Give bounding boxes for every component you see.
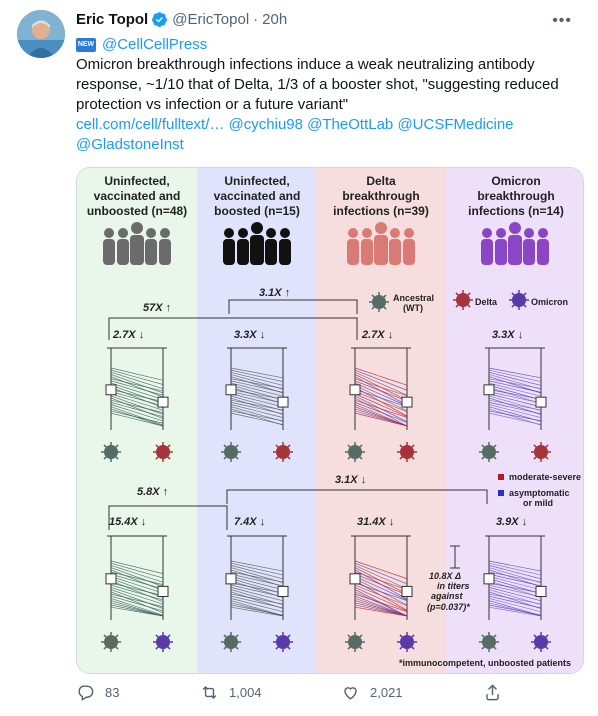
legend-ancestral: Ancestral (393, 293, 435, 303)
virus-icon (104, 635, 106, 637)
virus-icon (546, 647, 548, 649)
virus-icon (360, 445, 362, 447)
author-name[interactable]: Eric Topol (76, 10, 149, 28)
person-icon (404, 228, 414, 238)
plot-line (111, 561, 163, 574)
person-icon (265, 239, 277, 265)
virus-icon (224, 635, 238, 649)
fold-top-boosted: 3.3X ↓ (234, 329, 266, 341)
delta-virus-icon (468, 293, 470, 295)
virus-icon (400, 445, 402, 447)
compare-bottom-mid: 3.1X ↓ (335, 474, 367, 486)
virus-icon (168, 445, 170, 447)
virus-icon (546, 445, 548, 447)
ancestral-virus-icon (372, 307, 374, 309)
virus-icon (104, 635, 118, 649)
legend-delta: Delta (475, 297, 498, 307)
virus-icon (360, 635, 362, 637)
legend-omicron: Omicron (531, 297, 569, 307)
person-icon (361, 239, 373, 265)
virus-icon (276, 445, 290, 459)
delta-note-2: in titers (437, 581, 470, 591)
virus-icon (276, 635, 290, 649)
retweet-count: 1,004 (229, 685, 262, 700)
verified-icon (151, 11, 168, 28)
separator-dot: · (253, 10, 259, 28)
person-icon (537, 239, 549, 265)
virus-icon (534, 457, 536, 459)
ancestral-virus-icon (384, 295, 386, 297)
person-icon (118, 228, 128, 238)
virus-icon (288, 457, 290, 459)
legend-mild-swatch (498, 490, 504, 496)
person-icon (251, 222, 263, 234)
fold-top-unboosted: 2.7X ↓ (113, 329, 145, 341)
delta-virus-icon (456, 305, 458, 307)
box-plot (536, 397, 546, 407)
virus-icon (104, 445, 118, 459)
tweet-time[interactable]: 20h (262, 10, 288, 28)
virus-icon (412, 445, 414, 447)
virus-icon (348, 635, 362, 649)
virus-icon (236, 635, 238, 637)
tweet-image[interactable] (76, 167, 584, 674)
person-icon (266, 228, 276, 238)
virus-icon (348, 457, 350, 459)
omicron-virus-icon (512, 293, 514, 295)
virus-icon (116, 445, 118, 447)
virus-icon (482, 647, 484, 649)
delta-note-4: (p=0.037)* (427, 602, 470, 612)
virus-icon (236, 457, 238, 459)
like-count: 2,021 (370, 685, 403, 700)
fold-bottom-omicron: 3.9X ↓ (496, 516, 528, 528)
virus-icon (546, 457, 548, 459)
virus-icon (348, 635, 350, 637)
tweet-header (76, 8, 586, 30)
virus-icon (400, 457, 402, 459)
virus-icon (104, 457, 106, 459)
person-icon (103, 239, 115, 265)
virus-icon (224, 445, 226, 447)
person-icon (160, 228, 170, 238)
virus-icon (400, 635, 402, 637)
author-handle[interactable]: @EricTopol (172, 10, 250, 28)
person-icon (538, 228, 548, 238)
ancestral-virus-icon (372, 295, 374, 297)
person-icon (496, 228, 506, 238)
virus-icon (400, 647, 402, 649)
virus-icon (288, 635, 290, 637)
person-icon (374, 235, 388, 265)
person-icon (362, 228, 372, 238)
virus-icon (348, 445, 350, 447)
reply-icon (76, 683, 95, 702)
virus-icon (276, 635, 278, 637)
virus-icon (534, 635, 536, 637)
mention-gladstoneinst[interactable]: @GladstoneInst (76, 136, 184, 153)
virus-icon (482, 635, 484, 637)
virus-icon (276, 647, 278, 649)
delta-virus-icon (456, 293, 470, 307)
virus-icon (156, 445, 158, 447)
mention-cychiu98[interactable]: @cychiu98 (228, 116, 303, 133)
fold-top-delta: 2.7X ↓ (362, 329, 394, 341)
compare-bracket (227, 490, 487, 504)
box-plot (226, 385, 236, 395)
legend-severe-swatch (498, 474, 504, 480)
virus-icon (168, 647, 170, 649)
virus-icon (168, 457, 170, 459)
person-icon (390, 228, 400, 238)
box-plot (278, 586, 288, 596)
person-icon (509, 222, 521, 234)
ancestral-virus-icon (372, 295, 386, 309)
compare-top-left: 57X ↑ (143, 302, 172, 314)
reply-button[interactable] (76, 683, 119, 702)
new-badge: NEW (76, 38, 96, 52)
person-icon (238, 228, 248, 238)
box-plot (226, 574, 236, 584)
virus-icon (412, 635, 414, 637)
virus-icon (276, 457, 278, 459)
person-icon (347, 239, 359, 265)
person-icon (508, 235, 522, 265)
person-icon (104, 228, 114, 238)
plot-line (111, 413, 163, 426)
delta-virus-icon (456, 293, 458, 295)
person-icon (375, 222, 387, 234)
plot-line (355, 368, 407, 385)
box-plot (278, 397, 288, 407)
virus-icon (494, 457, 496, 459)
virus-icon (168, 635, 170, 637)
fold-top-omicron: 3.3X ↓ (492, 329, 524, 341)
omicron-virus-icon (524, 305, 526, 307)
like-button[interactable] (341, 683, 403, 702)
person-icon (146, 228, 156, 238)
action-bar (76, 683, 586, 707)
person-icon (117, 239, 129, 265)
box-plot (402, 397, 412, 407)
virus-icon (400, 445, 414, 459)
virus-icon (156, 635, 170, 649)
virus-icon (116, 647, 118, 649)
fold-bottom-unboosted: 15.4X ↓ (109, 516, 147, 528)
omicron-virus-icon (524, 293, 526, 295)
person-icon (523, 239, 535, 265)
box-plot (402, 586, 412, 596)
legend-mild: asymptomatic (509, 488, 570, 498)
virus-icon (534, 647, 536, 649)
ancestral-virus-icon (384, 307, 386, 309)
virus-icon (288, 647, 290, 649)
column-title-omicron: Omicron breakthrough infections (n=14) (468, 174, 564, 218)
mention-cellcellpress[interactable]: @CellCellPress (102, 36, 208, 53)
virus-icon (224, 445, 238, 459)
virus-icon (360, 647, 362, 649)
virus-icon (224, 647, 226, 649)
person-icon (250, 235, 264, 265)
virus-icon (534, 445, 536, 447)
virus-icon (482, 445, 484, 447)
box-plot (106, 574, 116, 584)
person-icon (348, 228, 358, 238)
legend-ancestral-sub: (WT) (403, 303, 423, 313)
article-link[interactable]: cell.com/cell/fulltext/… (76, 116, 225, 133)
person-icon (223, 239, 235, 265)
column-title-boosted: Uninfected, vaccinated and boosted (n=15) (213, 174, 301, 218)
virus-icon (348, 445, 362, 459)
person-icon (224, 228, 234, 238)
legend-mild-2: or mild (523, 498, 554, 508)
virus-icon (494, 445, 496, 447)
retweet-icon (200, 683, 219, 702)
virus-icon (236, 647, 238, 649)
tweet-content (76, 8, 586, 155)
person-icon (524, 228, 534, 238)
omicron-virus-icon (512, 293, 526, 307)
box-plot (158, 397, 168, 407)
box-plot (484, 574, 494, 584)
person-icon (481, 239, 493, 265)
fold-bottom-delta: 31.4X ↓ (357, 516, 395, 528)
person-icon (280, 228, 290, 238)
compare-bracket (229, 300, 357, 314)
plot-line (355, 561, 407, 579)
figure-graphics (77, 168, 584, 674)
virus-icon (236, 445, 238, 447)
virus-icon (156, 635, 158, 637)
avatar[interactable] (17, 10, 65, 58)
person-icon (482, 228, 492, 238)
fold-bottom-boosted: 7.4X ↓ (234, 516, 266, 528)
virus-icon (156, 445, 170, 459)
virus-icon (482, 635, 496, 649)
person-icon (130, 235, 144, 265)
mention-theottlab[interactable]: @TheOttLab (307, 116, 394, 133)
tweet-text: Omicron breakthrough infections induce a weak neutralizing antibody response, ~1/10 that of Delta, 1/3 of a booster shot, "suggesting reduced protection vs infection or a future variant" (76, 56, 559, 113)
column-title-delta: Delta breakthrough infections (n=39) (333, 174, 429, 218)
person-icon (279, 239, 291, 265)
box-plot (106, 385, 116, 395)
virus-icon (116, 635, 118, 637)
compare-bracket (109, 318, 357, 340)
column-title-unboosted: Uninfected, vaccinated and unboosted (n=48) (86, 174, 188, 218)
virus-icon (494, 647, 496, 649)
heart-icon (341, 683, 360, 702)
virus-icon (360, 457, 362, 459)
mention-ucsfmedicine[interactable]: @UCSFMedicine (397, 116, 514, 133)
share-icon (483, 683, 502, 702)
person-icon (159, 239, 171, 265)
virus-icon (104, 647, 106, 649)
virus-icon (412, 647, 414, 649)
person-icon (145, 239, 157, 265)
virus-icon (104, 445, 106, 447)
more-icon[interactable]: ••• (552, 12, 572, 29)
figure-footnote: *immunocompetent, unboosted patients (399, 658, 572, 668)
omicron-virus-icon (512, 305, 514, 307)
virus-icon (348, 647, 350, 649)
virus-icon (288, 445, 290, 447)
compare-bottom-left: 5.8X ↑ (137, 486, 169, 498)
tweet-links (76, 115, 586, 155)
virus-icon (482, 457, 484, 459)
virus-icon (412, 457, 414, 459)
person-icon (237, 239, 249, 265)
person-icon (403, 239, 415, 265)
person-icon (495, 239, 507, 265)
quoted-mention-line (76, 36, 586, 53)
legend-severe: moderate-severe (509, 472, 582, 482)
delta-note-3: against (431, 591, 463, 601)
box-plot (536, 586, 546, 596)
virus-icon (546, 635, 548, 637)
box-plot (350, 574, 360, 584)
virus-icon (224, 635, 226, 637)
share-button[interactable] (483, 683, 512, 702)
virus-icon (400, 635, 414, 649)
virus-icon (156, 457, 158, 459)
plot-line (111, 368, 163, 380)
box-plot (484, 385, 494, 395)
reply-count: 83 (105, 685, 120, 700)
virus-icon (116, 457, 118, 459)
virus-icon (534, 635, 548, 649)
virus-icon (482, 445, 496, 459)
virus-icon (156, 647, 158, 649)
box-plot (350, 385, 360, 395)
person-icon (389, 239, 401, 265)
virus-icon (276, 445, 278, 447)
virus-icon (494, 635, 496, 637)
compare-top-mid: 3.1X ↑ (259, 287, 291, 299)
box-plot (158, 586, 168, 596)
retweet-button[interactable] (200, 683, 262, 702)
delta-virus-icon (468, 305, 470, 307)
virus-icon (224, 457, 226, 459)
virus-icon (534, 445, 548, 459)
person-icon (131, 222, 143, 234)
delta-note-1: 10.8X Δ (429, 571, 462, 581)
